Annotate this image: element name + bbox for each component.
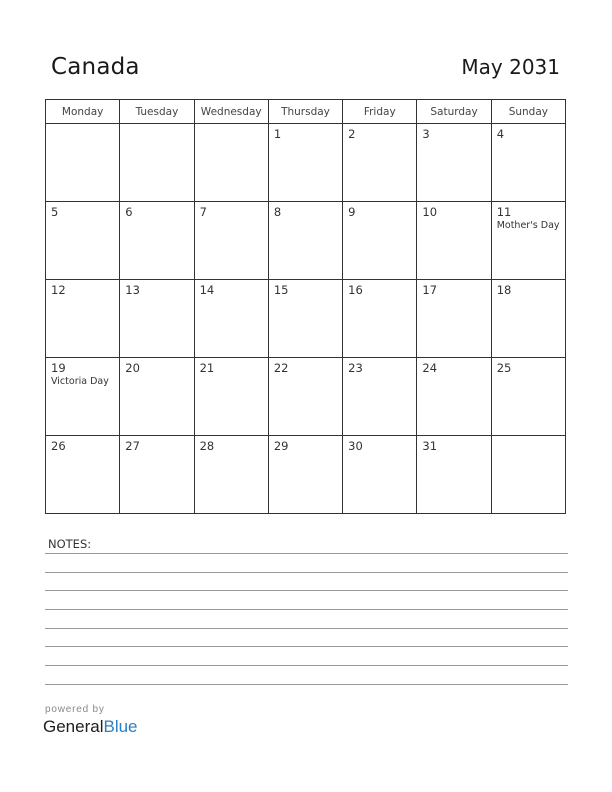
day-number: 13 <box>125 283 140 297</box>
calendar-country-title: Canada <box>51 54 140 80</box>
notes-label: NOTES: <box>48 537 92 551</box>
calendar-day-cell <box>268 436 342 514</box>
day-cell-content <box>269 280 342 357</box>
calendar-day-cell <box>268 202 342 280</box>
day-number: 30 <box>348 439 363 453</box>
calendar-day-cell <box>194 280 268 358</box>
notes-line <box>45 665 568 666</box>
calendar-week-row <box>46 280 566 358</box>
day-number: 23 <box>348 361 363 375</box>
day-cell-content <box>417 436 490 513</box>
calendar-day-cell <box>343 358 417 436</box>
brand-name-general: General <box>43 717 104 736</box>
holiday-label: Mother's Day <box>496 220 560 231</box>
day-cell-content <box>195 280 268 357</box>
calendar-day-cell <box>120 358 194 436</box>
weekday-header-row <box>46 100 566 124</box>
day-cell-content <box>417 202 490 279</box>
calendar-day-cell <box>46 436 120 514</box>
day-number: 10 <box>422 205 438 219</box>
day-number: 21 <box>199 361 215 375</box>
day-cell-content <box>120 280 193 357</box>
generalblue-logo <box>43 704 138 737</box>
calendar-day-cell <box>343 280 417 358</box>
day-number: 8 <box>273 205 282 219</box>
calendar-day-cell <box>417 280 491 358</box>
holiday-label: Victoria Day <box>51 376 109 387</box>
day-number: 3 <box>422 127 430 141</box>
day-cell-content <box>343 358 416 435</box>
calendar-day-cell <box>491 280 565 358</box>
calendar-day-cell <box>491 124 565 202</box>
notes-line <box>45 590 568 591</box>
calendar-day-cell <box>268 280 342 358</box>
day-cell-content <box>343 124 416 201</box>
calendar-day-cell <box>120 124 194 202</box>
calendar-day-cell <box>194 124 268 202</box>
calendar-day-cell <box>120 280 194 358</box>
calendar-day-cell <box>417 202 491 280</box>
calendar-day-cell <box>417 436 491 514</box>
day-number: 1 <box>273 127 282 141</box>
day-number: 17 <box>422 283 438 297</box>
brand-name <box>43 717 138 737</box>
day-number: 31 <box>422 439 438 453</box>
day-cell-content <box>46 280 119 357</box>
day-number: 4 <box>496 127 505 141</box>
calendar-day-cell <box>194 202 268 280</box>
brand-name-blue: Blue <box>103 717 138 736</box>
calendar-day-cell <box>491 202 565 280</box>
day-cell-content <box>46 436 119 513</box>
calendar-day-cell <box>491 358 565 436</box>
day-cell-content <box>492 202 565 279</box>
day-number: 18 <box>496 283 512 297</box>
day-number: 11 <box>496 205 512 219</box>
day-number: 2 <box>348 127 356 141</box>
notes-line <box>45 646 568 647</box>
day-cell-content <box>417 280 490 357</box>
day-cell-content <box>46 358 119 435</box>
calendar-day-cell <box>120 436 194 514</box>
day-number: 22 <box>273 361 289 375</box>
calendar-week-row <box>46 436 566 514</box>
day-number: 28 <box>199 439 215 453</box>
calendar-day-cell <box>491 436 565 514</box>
notes-line <box>45 609 568 610</box>
day-number: 24 <box>422 361 438 375</box>
day-number: 26 <box>51 439 66 453</box>
calendar-day-cell <box>46 358 120 436</box>
calendar-day-cell <box>194 358 268 436</box>
day-cell-content <box>343 202 416 279</box>
day-cell-content <box>269 202 342 279</box>
calendar-day-cell <box>417 124 491 202</box>
day-number: 19 <box>51 361 66 375</box>
day-cell-content <box>120 358 193 435</box>
notes-line <box>45 553 568 554</box>
weekday-header: Tuesday <box>120 100 194 124</box>
calendar-day-cell <box>268 358 342 436</box>
calendar-day-cell <box>194 436 268 514</box>
calendar-day-cell <box>343 202 417 280</box>
day-cell-content <box>120 124 193 201</box>
day-cell-content <box>195 358 268 435</box>
calendar-month-title: May 2031 <box>461 55 560 79</box>
notes-line <box>45 628 568 629</box>
day-number: 7 <box>199 205 207 219</box>
day-number: 16 <box>348 283 363 297</box>
day-cell-content <box>120 202 193 279</box>
day-number: 20 <box>125 361 140 375</box>
calendar-week-row <box>46 124 566 202</box>
day-number: 27 <box>125 439 140 453</box>
calendar-day-cell <box>268 124 342 202</box>
day-number: 29 <box>273 439 289 453</box>
day-cell-content <box>195 202 268 279</box>
day-number: 15 <box>273 283 289 297</box>
day-cell-content <box>269 124 342 201</box>
weekday-header: Wednesday <box>194 100 268 124</box>
day-number: 25 <box>496 361 512 375</box>
day-cell-content <box>492 124 565 201</box>
day-number: 5 <box>51 205 59 219</box>
powered-by-text: powered by <box>45 704 105 715</box>
day-cell-content <box>492 436 565 513</box>
calendar-grid <box>45 99 566 514</box>
day-cell-content <box>46 124 119 201</box>
calendar-day-cell <box>46 124 120 202</box>
day-cell-content <box>343 436 416 513</box>
notes-line <box>45 572 568 573</box>
calendar-day-cell <box>46 280 120 358</box>
day-cell-content <box>492 280 565 357</box>
weekday-header: Thursday <box>268 100 342 124</box>
weekday-header: Friday <box>343 100 417 124</box>
day-cell-content <box>269 358 342 435</box>
day-cell-content <box>492 358 565 435</box>
notes-line <box>45 684 568 685</box>
weekday-header: Monday <box>46 100 120 124</box>
calendar-day-cell <box>343 124 417 202</box>
day-cell-content <box>343 280 416 357</box>
calendar-day-cell <box>120 202 194 280</box>
day-cell-content <box>195 436 268 513</box>
day-number: 9 <box>348 205 356 219</box>
calendar-week-row <box>46 358 566 436</box>
calendar-week-row <box>46 202 566 280</box>
day-number: 6 <box>125 205 133 219</box>
day-cell-content <box>195 124 268 201</box>
day-number: 14 <box>199 283 215 297</box>
day-cell-content <box>269 436 342 513</box>
calendar-day-cell <box>46 202 120 280</box>
day-cell-content <box>417 358 490 435</box>
calendar-body <box>46 124 566 514</box>
calendar-day-cell <box>343 436 417 514</box>
calendar-day-cell <box>417 358 491 436</box>
weekday-header: Saturday <box>417 100 491 124</box>
day-cell-content <box>417 124 490 201</box>
day-number: 12 <box>51 283 66 297</box>
day-cell-content <box>46 202 119 279</box>
weekday-header: Sunday <box>491 100 565 124</box>
day-cell-content <box>120 436 193 513</box>
